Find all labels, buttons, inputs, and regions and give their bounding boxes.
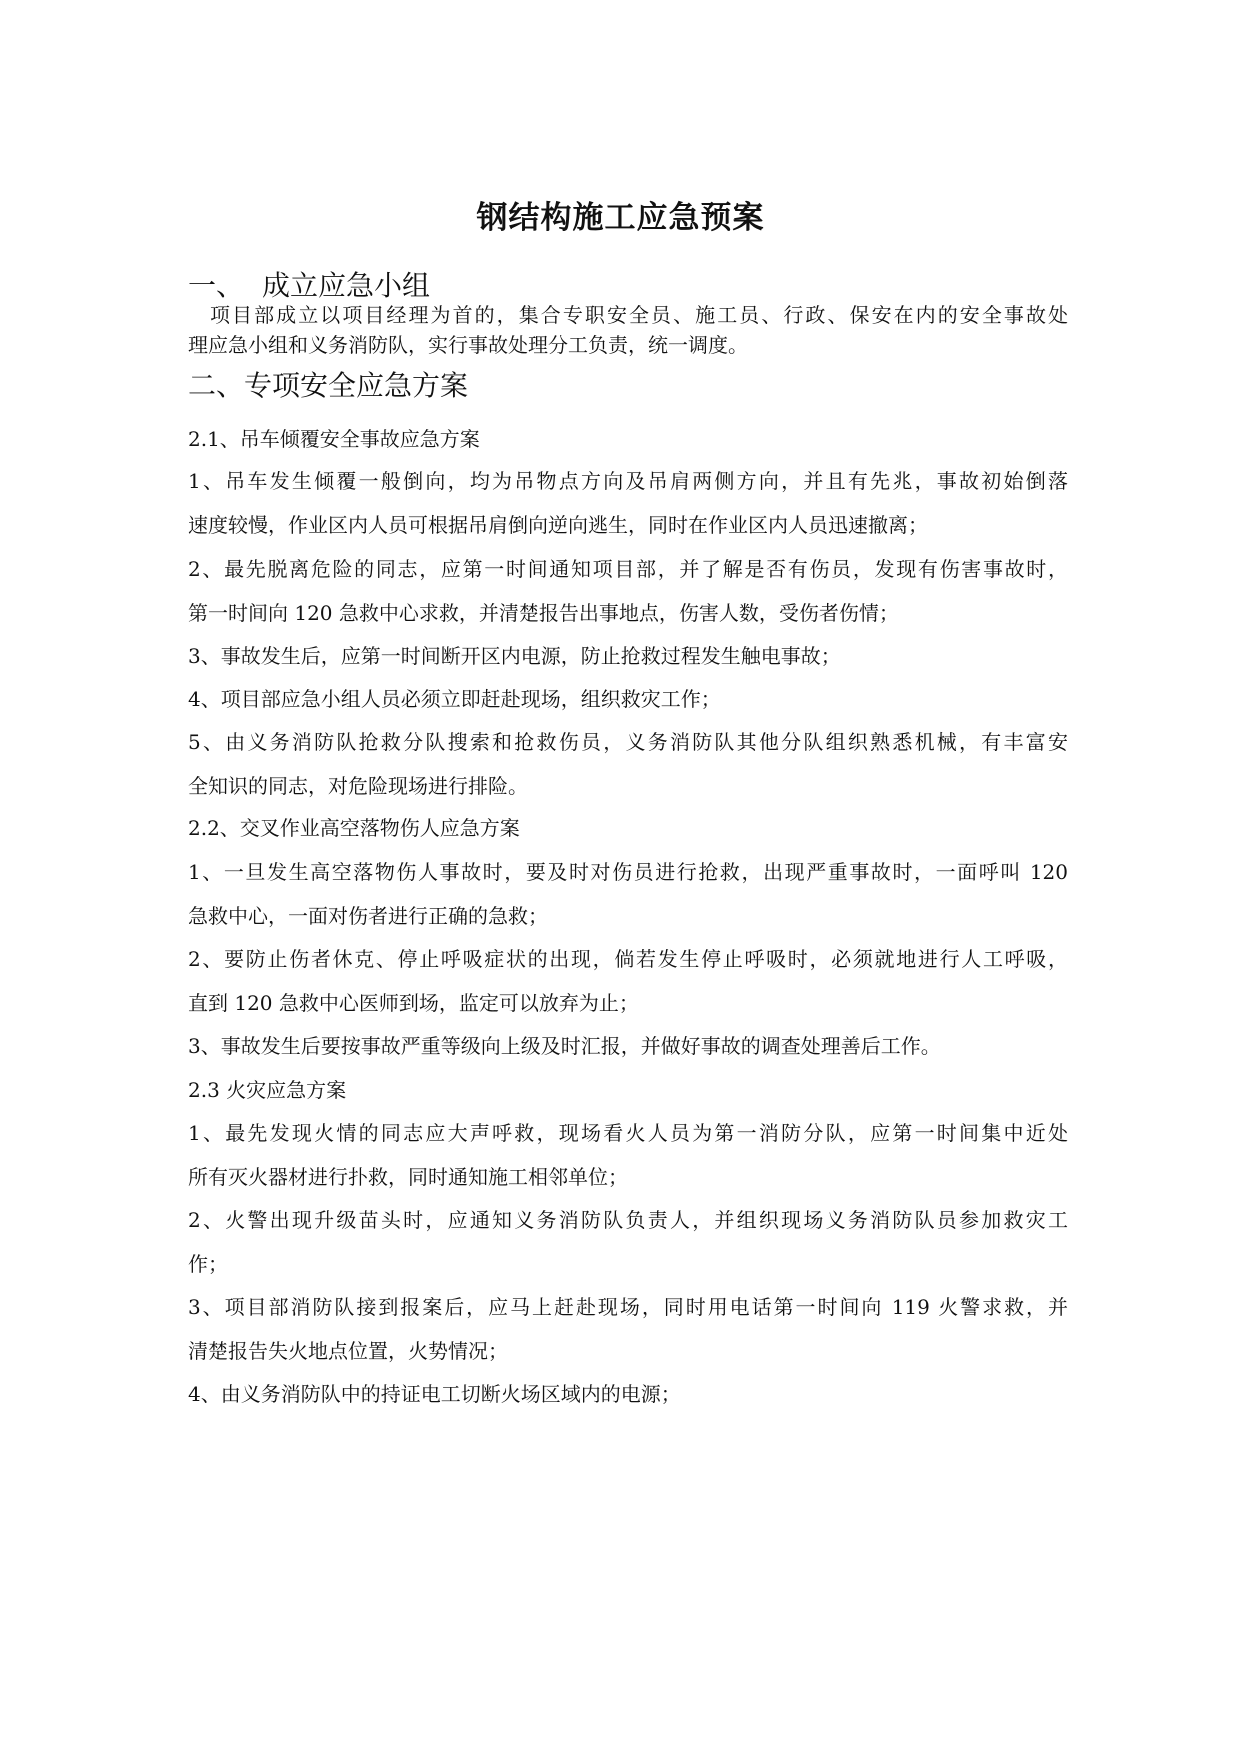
- paragraph-line: 作；: [188, 1252, 228, 1276]
- section-number: 一、: [188, 269, 245, 302]
- subsection-title: 2.3 火灾应急方案: [188, 1078, 347, 1102]
- paragraph-line: 第一时间向 120 急救中心求救，并清楚报告出事地点，伤害人数，受伤者伤情；: [188, 601, 899, 625]
- paragraph-line: 1、一旦发生高空落物伤人事故时，要及时对伤员进行抢救，出现严重事故时，一面呼叫 120: [188, 860, 1068, 884]
- paragraph-line: 急救中心，一面对伤者进行正确的急救；: [188, 904, 548, 928]
- paragraph-line: 1、最先发现火情的同志应大声呼救，现场看火人员为第一消防分队，应第一时间集中近处: [188, 1121, 1068, 1145]
- paragraph-line: 全知识的同志，对危险现场进行排险。: [188, 774, 528, 798]
- section-heading-1: [188, 269, 430, 303]
- paragraph-line: 4、由义务消防队中的持证电工切断火场区域内的电源；: [188, 1382, 681, 1406]
- paragraph-line: 理应急小组和义务消防队，实行事故处理分工负责，统一调度。: [188, 333, 748, 357]
- paragraph-line: 直到 120 急救中心医师到场，监定可以放弃为止；: [188, 991, 639, 1015]
- paragraph-line: 速度较慢，作业区内人员可根据吊肩倒向逆向逃生，同时在作业区内人员迅速撤离；: [188, 513, 928, 537]
- section-title: 成立应急小组: [262, 269, 431, 302]
- paragraph-line: 项目部成立以项目经理为首的，集合专职安全员、施工员、行政、保安在内的安全事故处: [210, 303, 1068, 327]
- subsection-title: 2.2、交叉作业高空落物伤人应急方案: [188, 816, 520, 840]
- subsection-title: 2.1、吊车倾覆安全事故应急方案: [188, 427, 480, 451]
- paragraph-line: 5、由义务消防队抢救分队搜索和抢救伤员，义务消防队其他分队组织熟悉机械，有丰富安: [188, 730, 1068, 754]
- paragraph-line: 所有灭火器材进行扑救，同时通知施工相邻单位；: [188, 1165, 628, 1189]
- paragraph-line: 4、项目部应急小组人员必须立即赶赴现场，组织救灾工作；: [188, 687, 721, 711]
- paragraph-line: 2、最先脱离危险的同志，应第一时间通知项目部，并了解是否有伤员，发现有伤害事故时，: [188, 557, 1068, 581]
- paragraph-line: 2、火警出现升级苗头时，应通知义务消防队负责人，并组织现场义务消防队员参加救灾工: [188, 1208, 1068, 1232]
- paragraph-line: 清楚报告失火地点位置，火势情况；: [188, 1339, 508, 1363]
- paragraph-line: 2、要防止伤者休克、停止呼吸症状的出现，倘若发生停止呼吸时，必须就地进行人工呼吸，: [188, 947, 1068, 971]
- paragraph-line: 3、项目部消防队接到报案后，应马上赶赴现场，同时用电话第一时间向 119 火警求救，并: [188, 1295, 1068, 1319]
- paragraph-line: 3、事故发生后要按事故严重等级向上级及时汇报，并做好事故的调查处理善后工作。: [188, 1034, 941, 1058]
- paragraph-line: 3、事故发生后，应第一时间断开区内电源，防止抢救过程发生触电事故；: [188, 644, 841, 668]
- section-heading-2: 二、专项安全应急方案: [188, 369, 469, 402]
- paragraph-line: 1、吊车发生倾覆一般倒向，均为吊物点方向及吊肩两侧方向，并且有先兆，事故初始倒落: [188, 469, 1068, 493]
- document-title: 钢结构施工应急预案: [476, 200, 765, 236]
